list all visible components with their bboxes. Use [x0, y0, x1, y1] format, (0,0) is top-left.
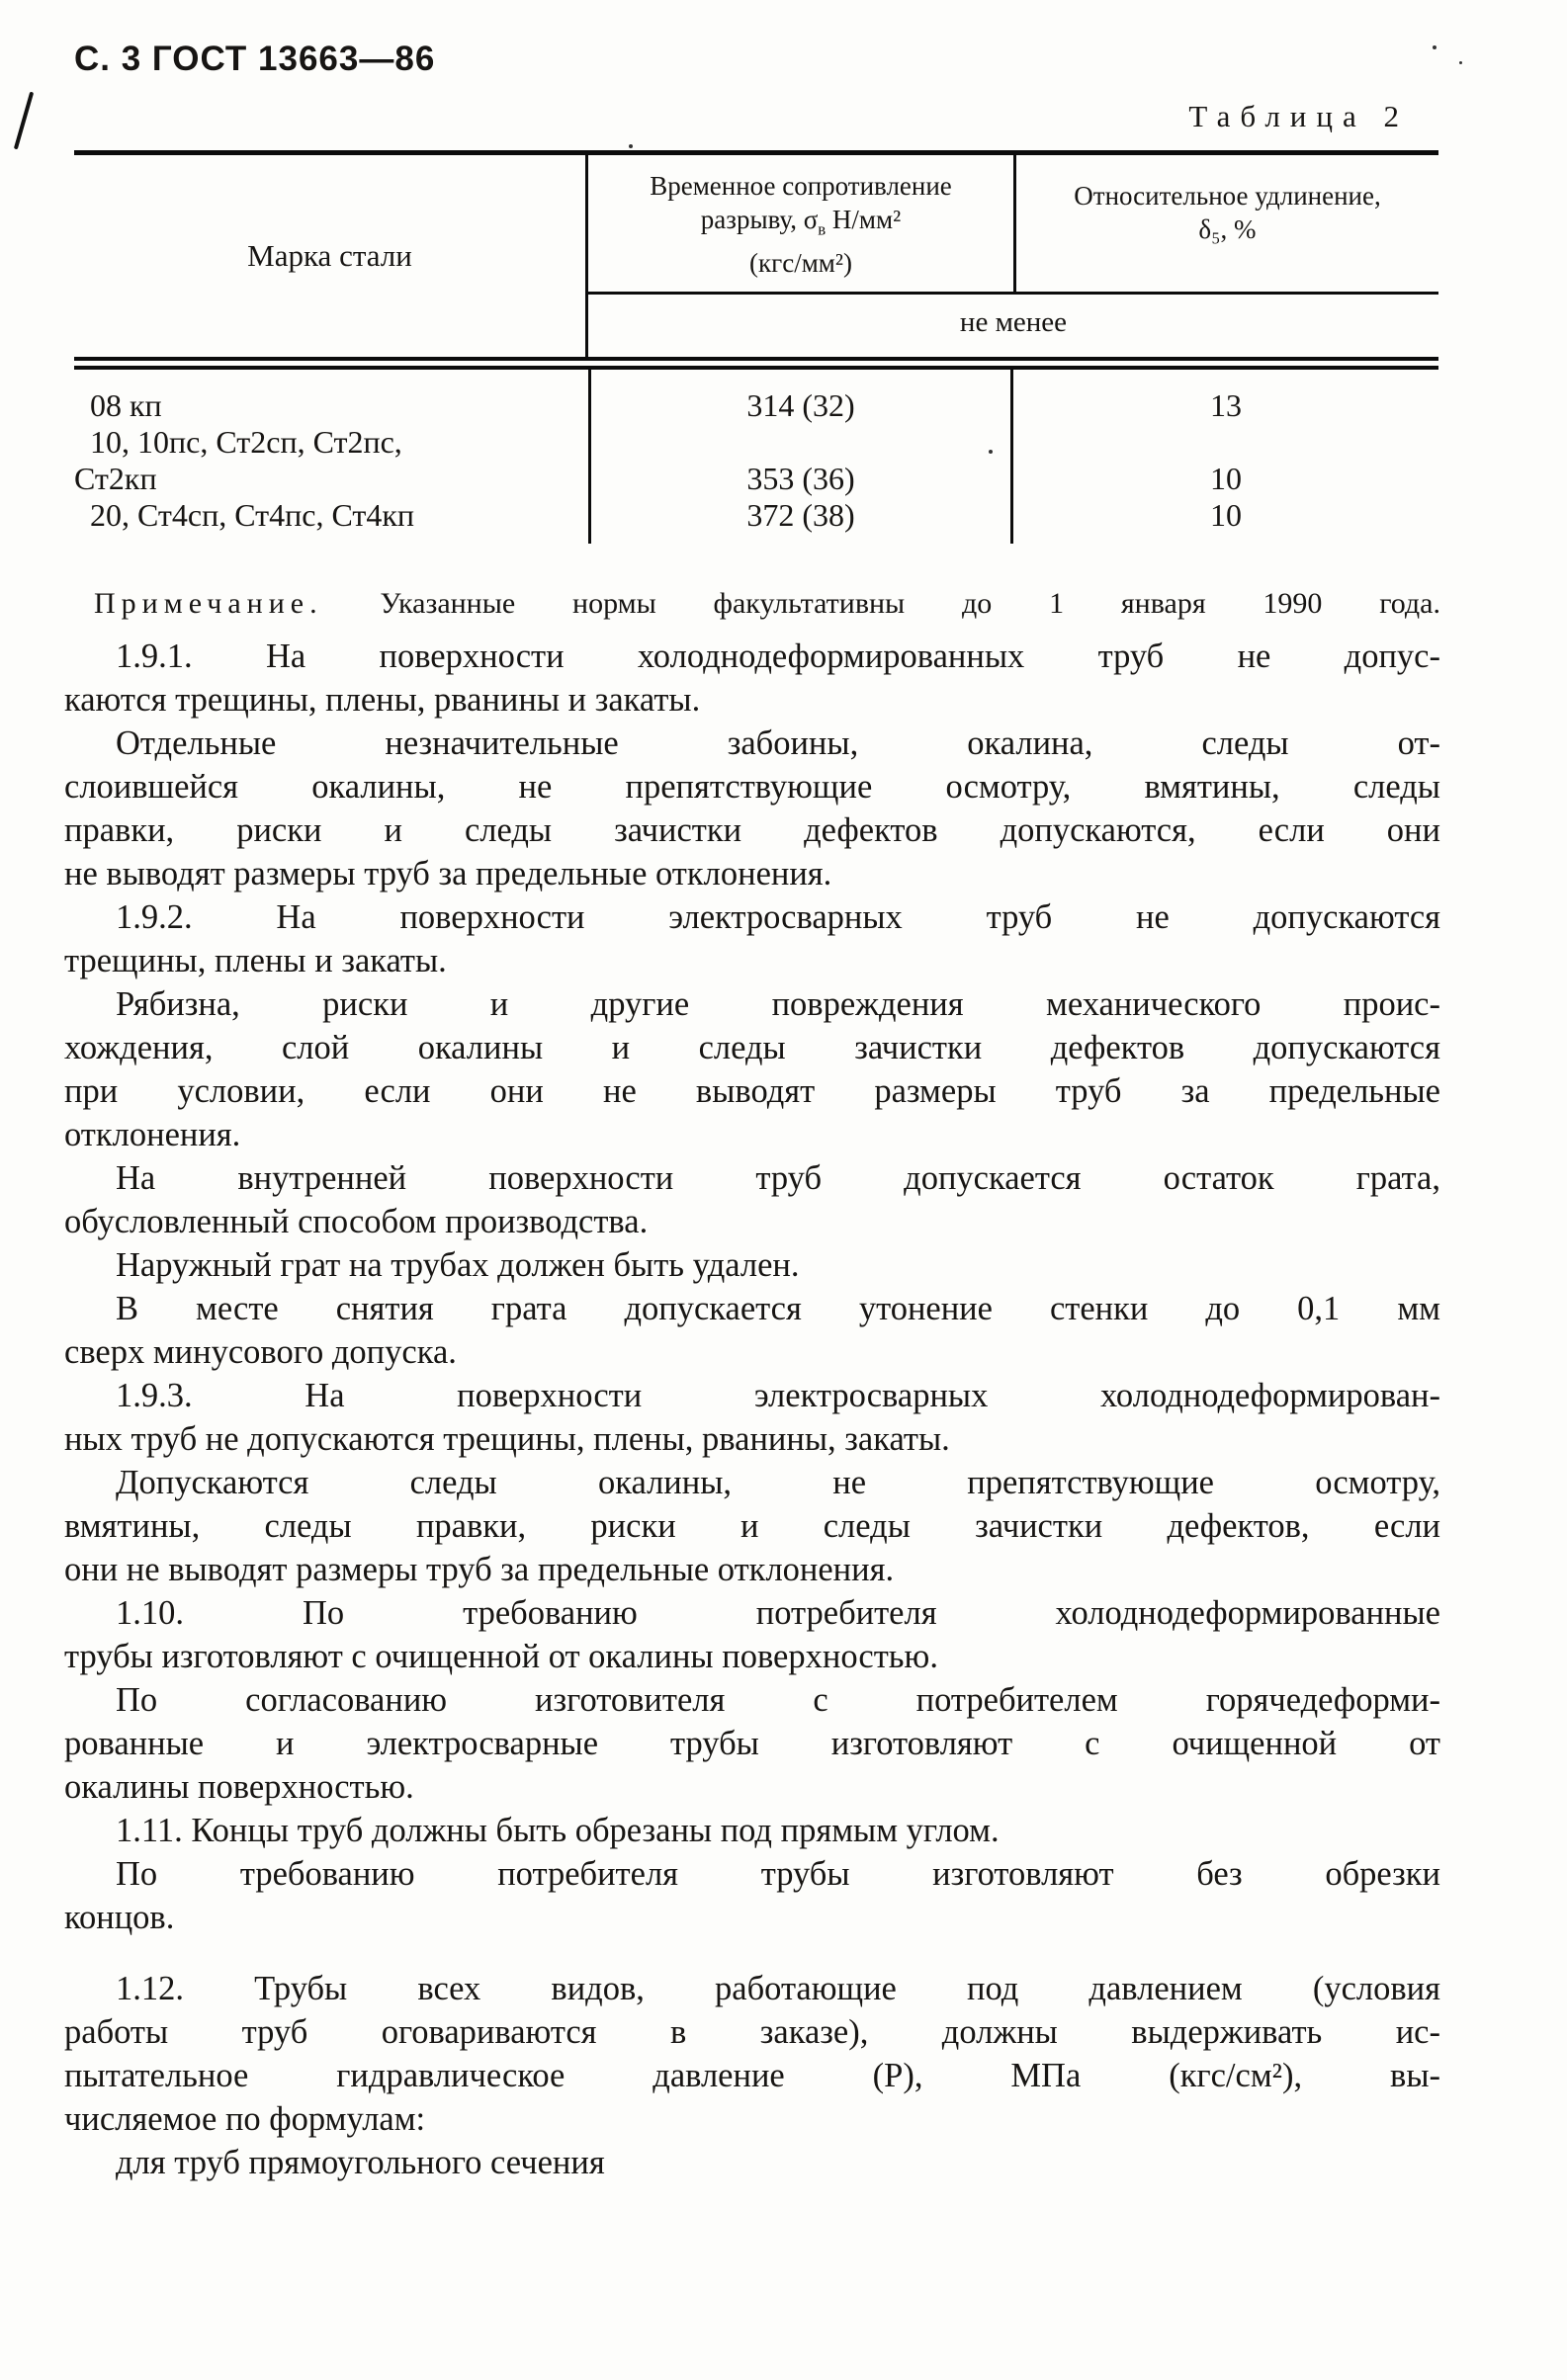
paragraph [64, 1243, 1440, 1287]
paragraph [64, 1967, 1440, 2141]
column-steel-grade [74, 370, 588, 544]
text-line: пытательное гидравлическое давление (Р), МПа (кгс/см²), вы- [64, 2057, 1440, 2095]
column-tensile-strength [588, 370, 1013, 544]
text-line: На внутренней поверхности труб допускается остаток грата, [116, 1159, 1440, 1198]
paragraph [64, 1852, 1440, 1939]
text-line: работы труб оговариваются в заказе), должны выдерживать ис- [64, 2013, 1440, 2052]
scan-artifact-dot [1459, 61, 1462, 64]
text-line: 1.9.1. На поверхности холоднодеформированных труб не допус- [116, 638, 1440, 676]
paragraph [64, 1678, 1440, 1809]
text-line: 1.9.2. На поверхности электросварных труб не допускаются [116, 898, 1440, 937]
elongation-symbol: δ₅, % [1198, 214, 1257, 244]
column-header-tensile-strength [588, 155, 1013, 292]
text-line: они не выводят размеры труб за предельные отклонения. [64, 1551, 895, 1589]
table-cell: Ст2кп [74, 461, 157, 497]
page-header: С. 3 ГОСТ 13663—86 [74, 40, 436, 78]
text-line: трубы изготовляют с очищенной от окалины поверхностью. [64, 1638, 938, 1676]
table-cell: 10 [1210, 461, 1242, 497]
text-line: По согласованию изготовителя с потребителем горячедеформи- [116, 1681, 1440, 1720]
paragraph [64, 1374, 1440, 1461]
text-line: при условии, если они не выводят размеры труб за предельные [64, 1072, 1440, 1111]
scan-artifact-dot [1433, 45, 1436, 49]
text-line: Допускаются следы окалины, не препятствующие осмотру, [116, 1464, 1440, 1502]
table-cell: 353 (36) [746, 461, 855, 497]
text-line: для труб прямоугольного сечения [116, 2144, 605, 2182]
text-line: числяемое по формулам: [64, 2100, 426, 2139]
steel-grades-table [74, 150, 1438, 544]
paragraph [64, 1287, 1440, 1374]
elongation-line1: Относительное удлинение, [1074, 181, 1381, 211]
text-line: концов. [64, 1899, 175, 1937]
double-rule [74, 357, 1438, 370]
text-line: трещины, плены и закаты. [64, 942, 447, 980]
table-cell: 372 (38) [746, 497, 855, 534]
text-line: Рябизна, риски и другие повреждения механического проис- [116, 985, 1440, 1024]
text-line: Отдельные незначительные забоины, окалина, следы от- [116, 724, 1440, 763]
text-line: каются трещины, плены, рванины и закаты. [64, 681, 701, 720]
text-line: Наружный грат на трубах должен быть удален. [116, 1246, 800, 1285]
paragraph [64, 982, 1440, 1156]
column-header-elongation [1013, 155, 1438, 292]
tensile-strength-line1: Временное сопротивление [650, 171, 952, 201]
table-subheader-not-less-than: не менее [959, 306, 1068, 339]
text-line: 1.11. Концы труб должны быть обрезаны под прямым углом. [116, 1812, 1000, 1850]
text-line: сверх минусового допуска. [64, 1333, 457, 1372]
table-cell: 13 [1210, 387, 1242, 424]
table-body [74, 370, 1438, 544]
text-line: 1.10. По требованию потребителя холоднодеформированные [116, 1594, 1440, 1633]
paragraph [64, 722, 1440, 895]
table-cell: 20, Ст4сп, Ст4пс, Ст4кп [90, 497, 415, 534]
text-line: 1.9.3. На поверхности электросварных холоднодеформирован- [116, 1377, 1440, 1415]
table-cell [591, 424, 1010, 461]
paragraph [64, 1461, 1440, 1591]
table-cell: 10, 10пс, Ст2сп, Ст2пс, [90, 424, 402, 461]
column-elongation [1013, 370, 1438, 544]
text-line: окалины поверхностью. [64, 1768, 414, 1807]
text-line: не выводят размеры труб за предельные отклонения. [64, 855, 832, 893]
text-line: правки, риски и следы зачистки дефектов допускаются, если они [64, 811, 1440, 850]
text-line: рованные и электросварные трубы изготовляют с очищенной от [64, 1725, 1440, 1763]
paragraph [64, 2141, 1440, 2184]
scan-artifact-dot [989, 450, 993, 454]
note-text: Указанные нормы факультативны до 1 января 1990 года. [380, 587, 1440, 621]
paragraph [64, 895, 1440, 982]
text-line: По требованию потребителя трубы изготовляют без обрезки [116, 1855, 1440, 1894]
text-line: обусловленный способом производства. [64, 1203, 649, 1241]
text-line: вмятины, следы правки, риски и следы зачистки дефектов, если [64, 1507, 1440, 1546]
tensile-strength-units: Н/мм² [826, 205, 902, 234]
column-header-steel-grade: Марка стали [74, 155, 588, 357]
text-line: В месте снятия грата допускается утонение стенки до 0,1 мм [116, 1290, 1440, 1328]
paragraph [64, 1156, 1440, 1243]
tensile-strength-sigma-prefix: разрыву, σ [700, 205, 819, 234]
text-line: отклонения. [64, 1116, 241, 1154]
table-cell: 314 (32) [746, 387, 855, 424]
text-line: ных труб не допускаются трещины, плены, рванины, закаты. [64, 1420, 950, 1459]
table-title: Таблица 2 [1188, 99, 1409, 133]
text-line: 1.12. Трубы всех видов, работающие под давлением (условия [116, 1970, 1440, 2008]
sigma-subscript: в [818, 219, 827, 239]
body-text [64, 635, 1440, 2184]
paragraph [64, 1591, 1440, 1678]
table-header [74, 155, 1438, 357]
table-cell: 08 кп [90, 387, 162, 424]
table-cell: 10 [1210, 497, 1242, 534]
table-header-right [588, 155, 1438, 357]
text-line: слоившейся окалины, не препятствующие осмотру, вмятины, следы [64, 768, 1440, 807]
scan-artifact-dot [629, 144, 633, 148]
note-label: Примечание. [94, 587, 323, 621]
table-note [64, 587, 1440, 621]
text-line: хождения, слой окалины и следы зачистки дефектов допускаются [64, 1029, 1440, 1067]
paragraph [64, 1809, 1440, 1852]
tensile-strength-alt-units: (кгс/мм²) [749, 248, 852, 279]
table-cell [1013, 424, 1438, 461]
paragraph [64, 635, 1440, 722]
